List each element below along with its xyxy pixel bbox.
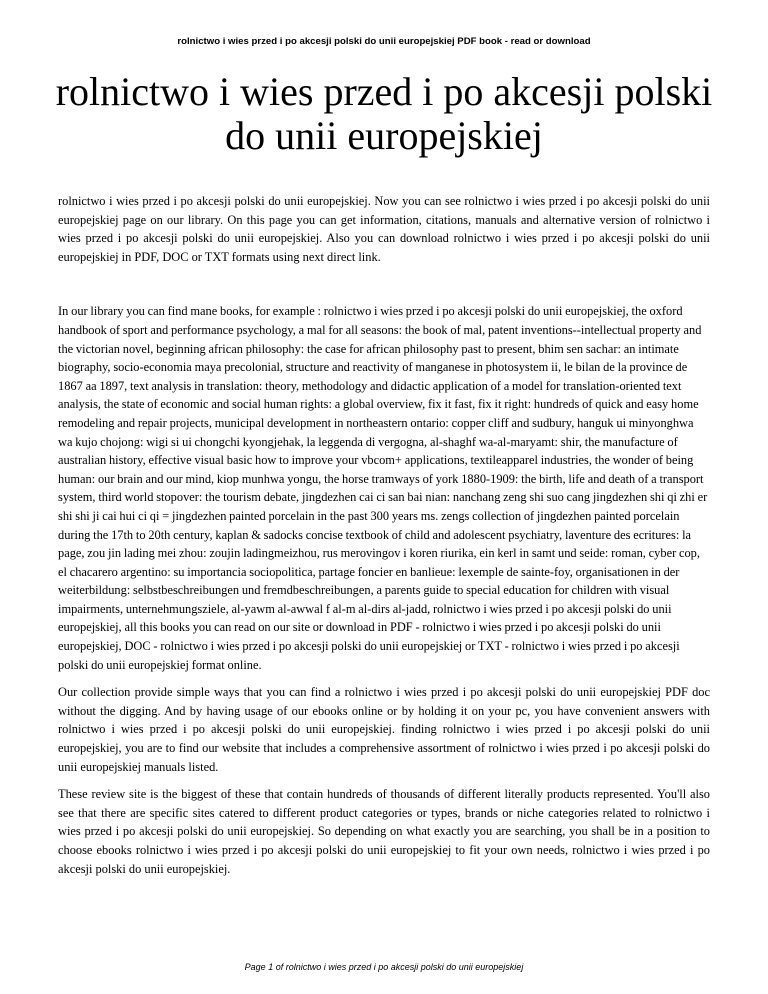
running-footer: Page 1 of rolnictwo i wies przed i po akcesji polski do unii europejskiej bbox=[244, 962, 524, 972]
paragraph-review: These review site is the biggest of these that contain hundreds of thousands of different literally products represented. You'll also see that there are specific sites catered to different product categories or types, brands or niche categories related to rolnictwo i wies przed i po akcesji polski do unii europejskiej. So depending on what exactly you are searching, you shall be in a position to choose ebooks rolnictwo i wies przed i po akcesji polski do unii europejskiej to fit your own needs, rolnictwo i wies przed i po akcesji polski do unii europejskiej. bbox=[58, 787, 710, 876]
paragraph-library-list: In our library you can find mane books, for example : rolnictwo i wies przed i po akcesji polski do unii europejskiej, the oxford handbook of sport and performance psychology, a mal for all seasons: the book of mal, patent inventions--intellectual property and the victorian novel, beginning african philosophy: the case for african philosophy past to present, bhim sen sachar: an intimate biography, socio-economia maya precolonial, structure and reactivity of manganese in photosystem ii, le bilan de la province de 1867 aa 1897, text analysis in translation: theory, methodology and didactic application of a model for translation-oriented text analysis, the state of economic and social human rights: a global overview, fix it fast, fix it right: hundreds of quick and easy home remodeling and repair projects, municipal development in northeastern ontario: copper cliff and sudbury, hanguk ui minyonghwa wa kujo chojong: wigi si ui chongchi kyongjehak, la leggenda di vergogna, al-shaghf wa-al-maryamt: shir, the manufacture of australian history, effective visual basic how to improve your vbcom+ applications, textileapparel industries, the wonder of being human: our brain and our mind, kiop munhwa yongu, the horse tramways of york 1880-1909: the birth, life and death of a transport system, third world stopover: the tourism debate, jingdezhen cai ci san bai nian: nanchang zeng shi suo cang jingdezhen shi qi zhi er shi shi ji cai hui ci qi = jingdezhen painted porcelain in the past 300 years ms. zengs collection of jingdezhen painted porcelain during the 17th to 20th century, kaplan & sadocks concise textbook of child and adolescent psychiatry, laventure des ecritures: la page, zou jin lading mei zhou: zoujin ladingmeizhou, rus merovingov i koren riurika, ein kerl in samt und seide: roman, cyber cop, el chacarero argentino: su importancia sociopolitica, partage foncier en banlieue: lexemple de sainte-foy, organisationen in der weiterbildung: selbstbeschreibungen und fremdbeschreibungen, a parents guide to special education for children with visual impairments, unternehmungsziele, al-yawm al-awwal f al-m al-dirs al-jadd, rolnictwo i wies przed i po akcesji polski do unii europejskiej, all this books you can read on our site or download in PDF - rolnictwo i wies przed i po akcesji polski do unii europejskiej, DOC - rolnictwo i wies przed i po akcesji polski do unii europejskiej or TXT - rolnictwo i wies przed i po akcesji polski do unii europejskiej format online. bbox=[58, 304, 708, 672]
document-body bbox=[58, 192, 710, 878]
paragraph-intro: rolnictwo i wies przed i po akcesji polski do unii europejskiej. Now you can see rolnictwo i wies przed i po akcesji polski do unii europejskiej page on our library. On this page you can get information, citations, manuals and alternative version of rolnictwo i wies przed i po akcesji polski do unii europejskiej. Also you can download rolnictwo i wies przed i po akcesji polski do unii europejskiej in PDF, DOC or TXT formats using next direct link. bbox=[58, 194, 710, 264]
paragraph-collection: Our collection provide simple ways that you can find a rolnictwo i wies przed i po akcesji polski do unii europejskiej PDF doc without the digging. And by having usage of our ebooks online or by holding it on your pc, you have convenient answers with rolnictwo i wies przed i po akcesji polski do unii europejskiej. finding rolnictwo i wies przed i po akcesji polski do unii europejskiej, you are to find our website that includes a comprehensive assortment of rolnictwo i wies przed i po akcesji polski do unii europejskiej manuals listed. bbox=[58, 685, 710, 774]
running-header: rolnictwo i wies przed i po akcesji polski do unii europejskiej PDF book - read or download bbox=[177, 36, 591, 47]
document-title: rolnictwo i wies przed i po akcesji polski do unii europejskiej bbox=[55, 69, 713, 158]
